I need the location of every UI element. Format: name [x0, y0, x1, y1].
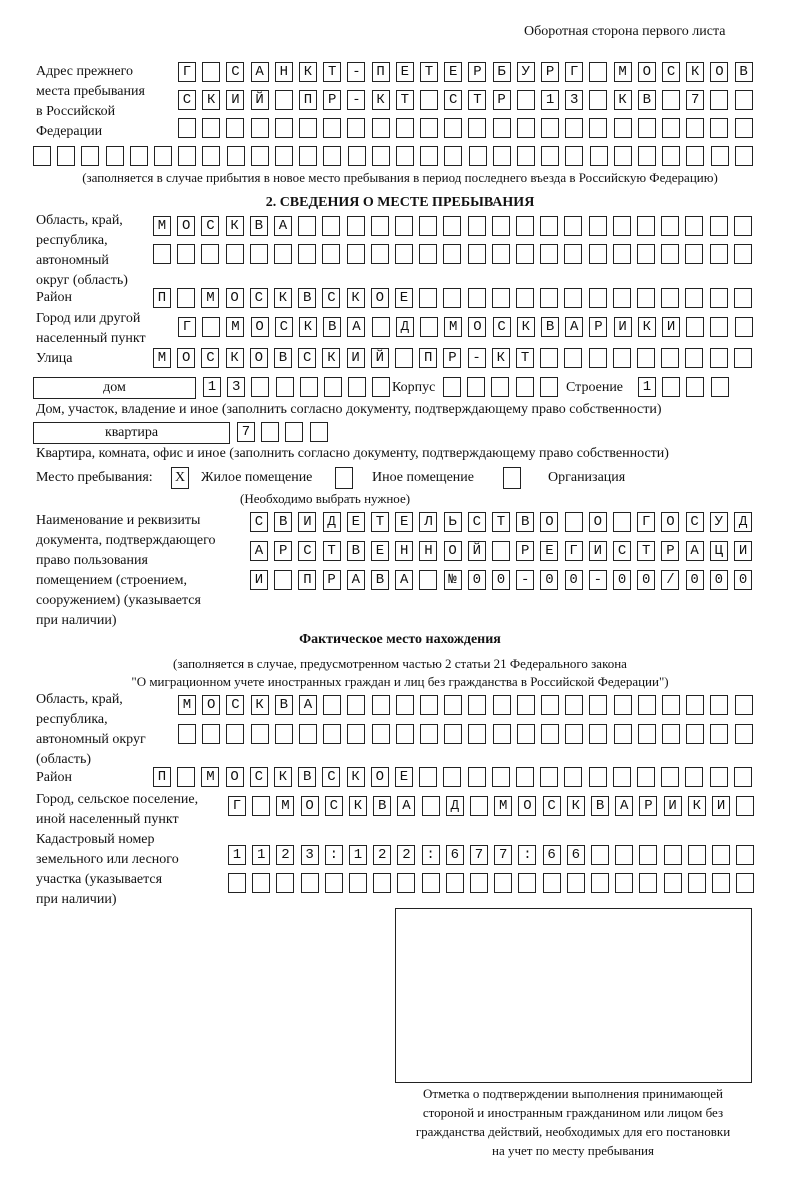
place-option-label: Жилое помещение: [201, 470, 313, 485]
place-option-checkbox[interactable]: X: [171, 467, 189, 489]
district-label: Район: [36, 290, 72, 305]
cadastre-label: участка (указывается: [36, 872, 163, 887]
confirmation-stamp-area: [395, 908, 752, 1083]
city-label: населенный пункт: [36, 331, 146, 346]
house-type-field[interactable]: дом: [33, 377, 196, 399]
korpus-label: Корпус: [392, 380, 436, 395]
prev-address-label: Федерации: [36, 124, 103, 139]
place-option-checkbox[interactable]: [335, 467, 353, 489]
actual-region-label: Область, край,: [36, 692, 123, 707]
region-label: округ (область): [36, 273, 128, 288]
stroenie-row-text: 1: [642, 379, 740, 395]
place-option-label: Организация: [548, 470, 626, 485]
actual-region-label: (область): [36, 752, 92, 767]
actual-district-row-text: П МОСКВСКОЕ: [157, 769, 763, 785]
place-note: (Необходимо выбрать нужное): [240, 491, 411, 506]
house-note: Дом, участок, владение и иное (заполнить согласно документу, подтверждающему право собственности): [36, 402, 662, 417]
place-option-checkbox[interactable]: [503, 467, 521, 489]
document-label: при наличии): [36, 613, 117, 628]
flat-type-field[interactable]: квартира: [33, 422, 230, 444]
document-label: документа, подтверждающего: [36, 533, 216, 548]
actual-city-label: Город, сельское поселение,: [36, 792, 199, 807]
actual-title: Фактическое место нахождения: [299, 632, 501, 647]
prev-address-note: (заполняется в случае прибытия в новое место пребывания в период последнего въезда в Российскую Федерацию): [82, 170, 718, 185]
stamp-caption: стороной и иностранным гражданином или лицом без: [422, 1105, 724, 1120]
stamp-caption: Отметка о подтверждении выполнения принимающей: [422, 1086, 724, 1101]
prev-address-label: места пребывания: [36, 84, 145, 99]
actual-region-row-text: [183, 724, 764, 744]
city-row-text: Г МОСКВА Д МОСКВАРИКИ: [182, 319, 764, 335]
korpus-row-text: [448, 377, 569, 397]
cadastre-label: Кадастровый номер: [36, 832, 155, 847]
house-number-row-text: 13: [207, 379, 402, 395]
street-row-text: МОСКОВСКИЙ ПР-КТ: [157, 350, 763, 366]
document-label: сооружением) (указывается: [36, 593, 201, 608]
prev-address-label: в Российской: [36, 104, 116, 119]
actual-note: (заполняется в случае, предусмотренном частью 2 статьи 21 Федерального закона: [173, 656, 627, 671]
district-row-text: П МОСКВСКОЕ: [157, 290, 763, 306]
region-label: автономный: [36, 253, 109, 268]
flat-note: Квартира, комната, офис и иное (заполнить согласно документу, подтверждающему право собственности): [36, 446, 669, 461]
cadastre-row-text: [233, 873, 765, 893]
prev-address-label: Адрес прежнего: [36, 64, 133, 79]
prev-address-row-text: [38, 146, 764, 166]
street-label: Улица: [36, 351, 73, 366]
actual-region-label: республика,: [36, 712, 108, 727]
flat-number-row-text: 7: [241, 424, 339, 440]
actual-district-label: Район: [36, 770, 72, 785]
actual-city-row-text: Г МОСКВА Д МОСКВАРИКИ: [232, 798, 766, 814]
document-row-text: И ПРАВА №00-00-00/000: [254, 572, 764, 588]
stamp-caption: гражданства действий, необходимых для его постановки: [415, 1124, 731, 1139]
actual-region-row-text: МОСКВА: [182, 697, 764, 713]
region-label: республика,: [36, 233, 108, 248]
prev-address-row-text: [183, 118, 764, 138]
actual-note: "О миграционном учете иностранных граждан и лиц без гражданства в Российской Федерации"): [131, 674, 669, 689]
document-label: право пользования: [36, 553, 148, 568]
document-row-text: СВИДЕТЕЛЬСТВО О ГОСУД: [254, 514, 764, 530]
prev-address-row-text: Г САНКТ-ПЕТЕРБУРГ МОСКОВ: [182, 64, 764, 80]
city-label: Город или другой: [36, 311, 141, 326]
section-title: 2. СВЕДЕНИЯ О МЕСТЕ ПРЕБЫВАНИЯ: [265, 195, 535, 210]
prev-address-row-text: СКИЙ ПР-КТ СТР 13 КВ 7: [182, 92, 764, 108]
cadastre-label: земельного или лесного: [36, 852, 179, 867]
cadastre-row-text: 1123:122:677:66: [232, 847, 766, 863]
actual-city-label: иной населенный пункт: [36, 812, 179, 827]
place-option-label: Иное помещение: [372, 470, 474, 485]
actual-region-label: автономный округ: [36, 732, 146, 747]
document-row-text: АРСТВЕННОЙ РЕГИСТРАЦИ: [254, 543, 764, 559]
document-label: помещением (строением,: [36, 573, 187, 588]
place-label: Место пребывания:: [36, 470, 153, 485]
cadastre-label: при наличии): [36, 892, 117, 907]
region-row-text: [158, 244, 763, 264]
stamp-caption: на учет по месту пребывания: [492, 1143, 654, 1158]
page-side-header: Оборотная сторона первого листа: [524, 24, 726, 39]
region-label: Область, край,: [36, 213, 123, 228]
region-row-text: МОСКВА: [157, 218, 763, 234]
stroenie-label: Строение: [566, 380, 624, 395]
document-label: Наименование и реквизиты: [36, 513, 201, 528]
